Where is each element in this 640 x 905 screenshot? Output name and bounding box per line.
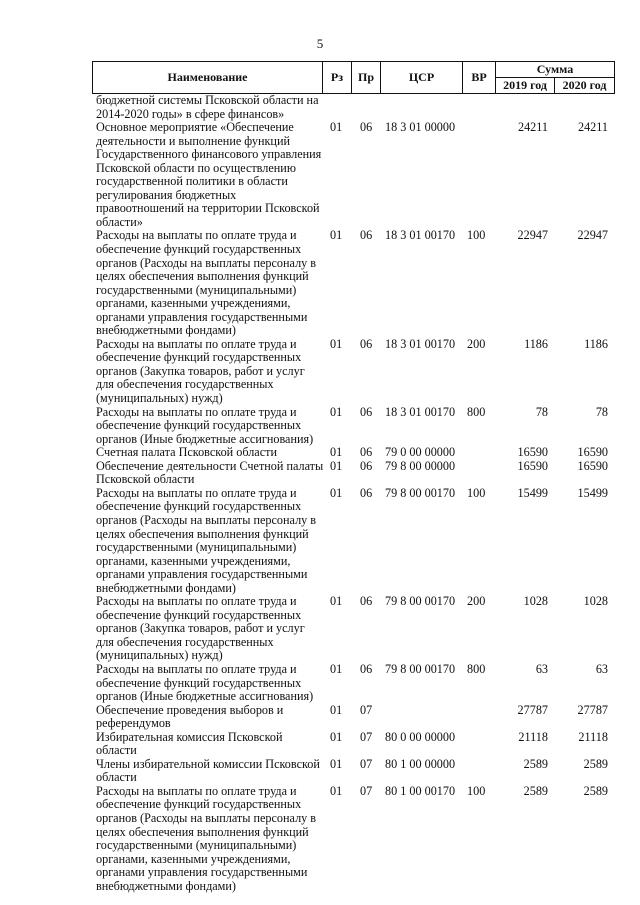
table-row [0, 487, 640, 595]
row-rz: 01 [330, 228, 343, 243]
row-sum-2020: 1186 [584, 336, 608, 351]
row-pr: 07 [360, 783, 373, 798]
header-year-2019: 2019 год [496, 77, 555, 93]
row-pr: 06 [360, 445, 373, 460]
row-vr: 200 [467, 594, 486, 609]
row-rz: 01 [330, 336, 343, 351]
row-pr: 06 [360, 458, 373, 473]
table-row [0, 338, 640, 406]
row-name: Избирательная комиссия Псковской области [96, 729, 283, 758]
row-pr: 07 [360, 729, 373, 744]
row-vr: 200 [467, 336, 486, 351]
row-sum-2019: 16590 [517, 458, 548, 473]
row-csr: 79 8 00 00170 [385, 661, 456, 676]
row-name: бюджетной системы Псковской области на 2014-2020 годы» в сфере финансов» [96, 93, 319, 121]
row-csr: 79 8 00 00170 [385, 594, 456, 609]
row-vr: 100 [467, 485, 486, 500]
row-sum-2020: 78 [595, 404, 608, 419]
row-rz: 01 [330, 702, 343, 717]
row-rz: 01 [330, 783, 343, 798]
row-sum-2020: 2589 [583, 756, 608, 771]
header-year-2020: 2020 год [562, 77, 607, 92]
table-row [0, 785, 640, 893]
table-row [0, 121, 640, 229]
row-sum-2020: 24211 [577, 120, 608, 135]
row-rz: 01 [330, 120, 343, 135]
row-csr: 80 1 00 00170 [385, 783, 456, 798]
row-csr: 18 3 01 00000 [385, 120, 456, 135]
table-body [0, 94, 640, 893]
row-sum-2019: 16590 [517, 445, 548, 460]
row-pr: 06 [360, 485, 373, 500]
row-sum-2019: 27787 [517, 702, 548, 717]
table-row [0, 229, 640, 337]
row-vr: 100 [467, 783, 486, 798]
table-row [0, 446, 640, 460]
table-row [0, 406, 640, 447]
row-rz: 01 [330, 756, 343, 771]
header-sum-group [496, 62, 614, 93]
row-sum-2020: 22947 [577, 228, 608, 243]
row-rz: 01 [330, 404, 343, 419]
header-vr: ВР [463, 62, 496, 93]
row-name: Расходы на выплаты по оплате труда и обеспечение функций государственных органов (Расходы на выплаты персоналу в целях обеспечения выполнения функций государственными (муниципальными) органами, казенными учреждениями, органами управления государственными внебюджетными фондами) [96, 485, 317, 595]
header-pr: Пр [352, 62, 381, 93]
row-sum-2019: 24211 [517, 120, 548, 135]
row-name: Расходы на выплаты по оплате труда и обеспечение функций государственных органов (Иные бюджетные ассигнования) [96, 661, 314, 704]
row-vr: 100 [467, 228, 486, 243]
row-name: Обеспечение проведения выборов и референдумов [96, 702, 284, 731]
row-vr: 800 [467, 404, 486, 419]
row-sum-2020: 27787 [577, 702, 608, 717]
row-csr: 80 1 00 00000 [385, 756, 456, 771]
header-csr: ЦСР [381, 62, 463, 93]
row-name: Основное мероприятие «Обеспечение деятельности и выполнение функций Государственного финансового управления Псковской области по осуществлению государственной политики в области регулирования бюджетных правоотношений на территории Псковской области» [96, 120, 322, 229]
row-name: Расходы на выплаты по оплате труда и обеспечение функций государственных органов (Расходы на выплаты персоналу в целях обеспечения выполнения функций государственными (муниципальными) органами, казенными учреждениями, органами управления государственными внебюджетными фондами) [96, 228, 317, 338]
row-sum-2019: 22947 [517, 228, 548, 243]
table-row [0, 758, 640, 785]
row-name: Члены избирательной комиссии Псковской области [96, 756, 320, 785]
row-sum-2020: 1028 [583, 594, 608, 609]
table-row [0, 731, 640, 758]
row-name: Расходы на выплаты по оплате труда и обеспечение функций государственных органов (Закупка товаров, работ и услуг для обеспечения государственных (муниципальных) нужд) [96, 336, 305, 406]
row-pr: 07 [360, 702, 373, 717]
row-sum-2019: 21118 [518, 729, 548, 744]
row-sum-2019: 2589 [523, 756, 548, 771]
table-row [0, 94, 640, 121]
row-rz: 01 [330, 729, 343, 744]
row-csr: 79 0 00 00000 [385, 445, 456, 460]
row-csr: 18 3 01 00170 [385, 404, 456, 419]
row-csr: 18 3 01 00170 [385, 336, 456, 351]
row-sum-2020: 15499 [577, 485, 608, 500]
row-name: Расходы на выплаты по оплате труда и обеспечение функций государственных органов (Расходы на выплаты персоналу в целях обеспечения выполнения функций государственными (муниципальными) органами, казенными учреждениями, органами управления государственными внебюджетными фондами) [96, 783, 317, 893]
row-sum-2019: 2589 [523, 783, 548, 798]
header-name: Наименование [93, 62, 323, 93]
row-sum-2020: 2589 [583, 783, 608, 798]
row-csr: 79 8 00 00000 [385, 458, 456, 473]
header-sum: Сумма [496, 62, 614, 78]
row-sum-2019: 63 [535, 661, 548, 676]
row-rz: 01 [330, 445, 343, 460]
row-csr: 79 8 00 00170 [385, 485, 456, 500]
page-number: 5 [316, 36, 324, 51]
row-rz: 01 [330, 661, 343, 676]
row-vr: 800 [467, 661, 486, 676]
row-name: Счетная палата Псковской области [96, 445, 277, 460]
row-sum-2020: 16590 [577, 445, 608, 460]
table-row [0, 704, 640, 731]
row-rz: 01 [330, 594, 343, 609]
row-pr: 06 [360, 404, 373, 419]
table-row [0, 460, 640, 487]
row-sum-2019: 1186 [524, 336, 548, 351]
table-row [0, 595, 640, 663]
row-name: Расходы на выплаты по оплате труда и обеспечение функций государственных органов (Иные бюджетные ассигнования) [96, 404, 314, 446]
row-csr: 80 0 00 00000 [385, 729, 456, 744]
row-sum-2020: 16590 [577, 458, 608, 473]
row-pr: 06 [360, 594, 373, 609]
table-header [92, 61, 615, 94]
row-csr: 18 3 01 00170 [385, 228, 456, 243]
row-rz: 01 [330, 485, 343, 500]
row-sum-2019: 78 [535, 404, 548, 419]
row-sum-2020: 63 [595, 661, 608, 676]
row-pr: 06 [360, 228, 373, 243]
row-pr: 06 [360, 661, 373, 676]
row-name: Обеспечение деятельности Счетной палаты Псковской области [96, 458, 324, 487]
row-sum-2019: 15499 [517, 485, 548, 500]
row-rz: 01 [330, 458, 343, 473]
table-row [0, 663, 640, 704]
row-name: Расходы на выплаты по оплате труда и обеспечение функций государственных органов (Закупка товаров, работ и услуг для обеспечения государственных (муниципальных) нужд) [96, 594, 305, 663]
row-sum-2019: 1028 [523, 594, 548, 609]
row-pr: 07 [360, 756, 373, 771]
row-pr: 06 [360, 120, 373, 135]
header-rz: Рз [323, 62, 352, 93]
row-sum-2020: 21118 [578, 729, 608, 744]
row-pr: 06 [360, 336, 373, 351]
